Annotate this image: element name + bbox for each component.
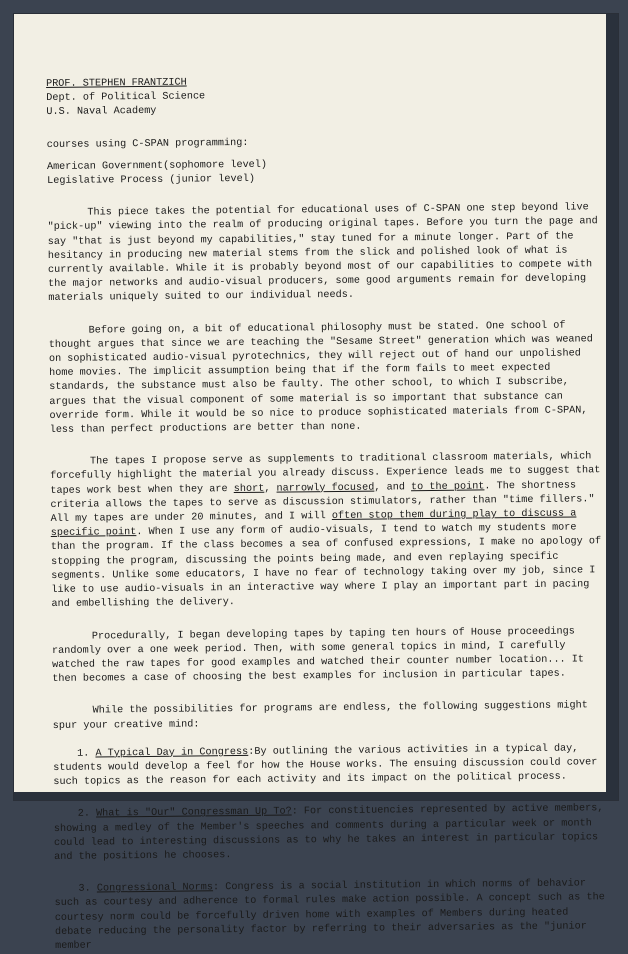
suggestion-2: 2. What is "Our" Congressman Up To?: For constituencies represented by active members, showing a medley of the Member's speeches and comments during a particular week or month could lead to interesting discussions as to why he takes an interest in particular topics and the positions he chooses. xyxy=(53,803,604,863)
suggestion-3: 3. Congressional Norms: Congress is a social institution in which norms of behavior such as courtesy and adherence to formal rules make action possible. A concept such as the courtesy norm could be forcefully driven home with examples of Members during heated debate reducing the personality factor by referring to their adversaries as the "junior member xyxy=(54,878,605,952)
paragraph-2: Before going on, a bit of educational philosophy must be stated. One school of thought argues that since we are teaching the "Sesame Street" generation which was weaned on sophisticated audio-visual pyrotechnics, they will reject out of hand our unpolished home movies. The implicit assumption being that if the form fails to meet expected standards, the substance must also be faulty. The other school, to which I subscribe, argues that the visual component of some material is so important that substance can override form. While it would be so nice to produce sophisticated materials from C-SPAN, less than perfect productions are better than none. xyxy=(48,320,593,437)
emphasis-to-the-point: to the point xyxy=(410,481,485,493)
suggestion-title: Congressional Norms xyxy=(96,882,214,895)
emphasis-stop-during-play: often stop them during play to discuss a specific point xyxy=(50,508,577,540)
author-header xyxy=(46,72,602,120)
paragraph-4: Procedurally, I began developing tapes by taping ten hours of House proceedings randomly over a one week period. Then, with some general topics in mind, I carefully watched the raw tapes for good examples and watched their counter number location... It then becomes a case of choosing the best examples for inclusion in particular tapes. xyxy=(51,625,585,686)
document-body xyxy=(46,72,611,954)
document-page xyxy=(14,14,618,952)
emphasis-short: short xyxy=(233,483,265,495)
author-name: PROF. STEPHEN FRANTZICH xyxy=(46,77,187,90)
courses-intro: courses using C-SPAN programming: xyxy=(46,137,249,151)
suggestion-title: A Typical Day in Congress xyxy=(95,746,249,760)
course-2: Legislative Process (junior level) xyxy=(47,173,255,188)
paragraph-3: The tapes I propose serve as supplements to traditional classroom materials, which forcefully highlight the material you already discuss. Experience leads me to suggest that tapes work best when they are short, narrowly focused, and to the point. The shortness criteria allows the tapes to serve as discussion stimulators, rather than "time fillers." All my tapes are under 20 minutes, and I will often stop them during play to discuss a specific point. When I use any form of audio-visuals, I tend to watch my students more than the program. If the class becomes a sea of confused expressions, I make no apology of stopping the program, discussing the points being made, and even replaying specific segments. Unlike some educators, I have no fear of technology taking over my job, since I like to use audio-visuals in an interactive way where I play an important part in pacing and embellishing the delivery. xyxy=(50,451,602,611)
suggestion-title: What is "Our" Congressman Up To? xyxy=(95,806,292,820)
author-school: U.S. Naval Academy xyxy=(46,106,157,119)
course-1: American Government(sophomore level) xyxy=(46,159,268,173)
emphasis-narrowly-focused: narrowly focused xyxy=(276,482,375,495)
author-dept: Dept. of Political Science xyxy=(46,91,206,105)
suggestion-1: 1. A Typical Day in Congress:By outlining the various activities in a typical day, students would develop a feel for how the House works. The ensuing discussion could cover such topics as the reason for each activity and its impact on the political process. xyxy=(53,743,598,789)
paragraph-5: While the possibilities for programs are endless, the following suggestions might spur your creative mind: xyxy=(52,700,588,732)
paragraph-1: This piece takes the potential for educational uses of C-SPAN one step beyond live "pick-up" viewing into the realm of producing original tapes. Before you turn the page and say "that is just beyond my capabilities," stay tuned for a minute longer. Part of the hesitancy in producing new material stems from the slick and polished look of what is currently available. While it is probably beyond most of our capabilities to compete with the major networks and audio-visual producers, some good arguments remain for developing materials uniquely suited to our individual needs. xyxy=(47,202,598,305)
